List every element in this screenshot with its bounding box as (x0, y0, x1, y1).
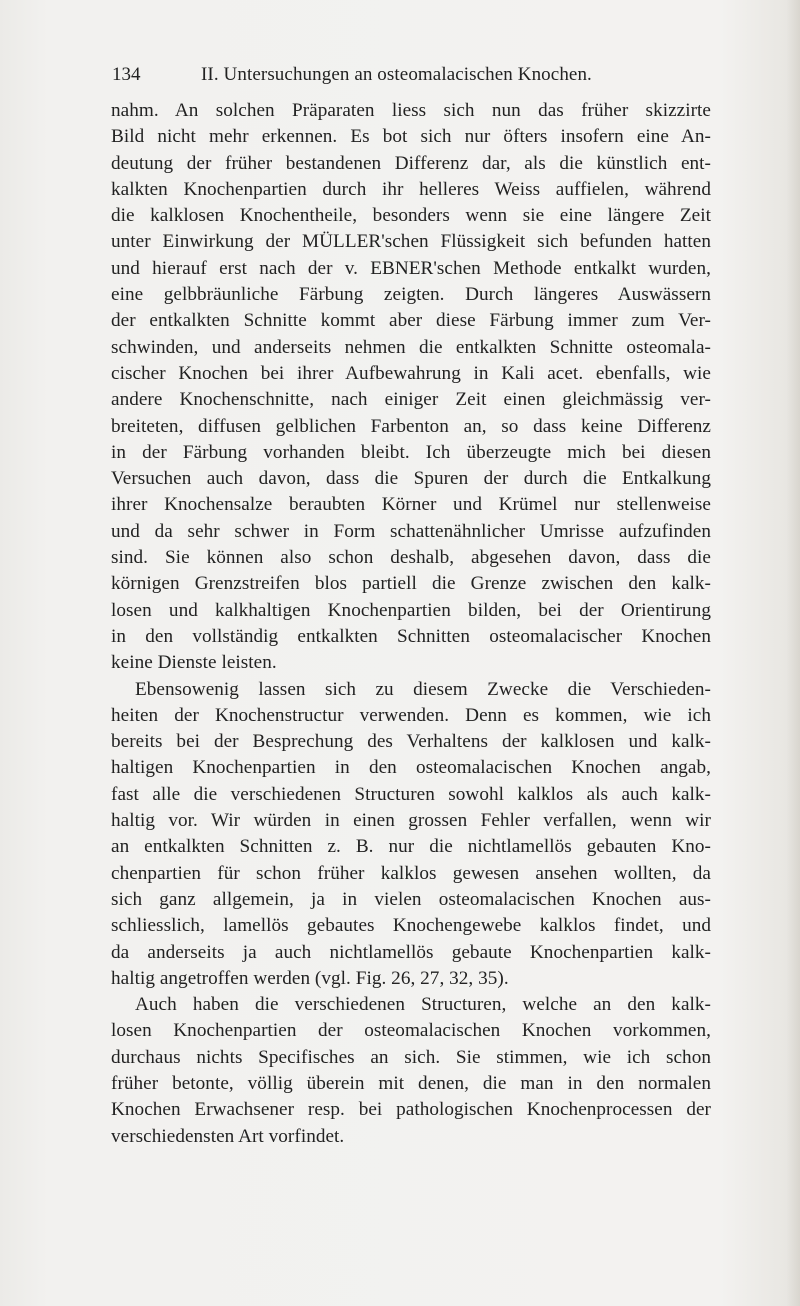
text-line: die kalklosen Knochentheile, besonders wenn sie eine längere Zeit (111, 205, 711, 227)
text-line: Knochen Erwachsener resp. bei pathologischen Knochenprocessen der (111, 1099, 711, 1121)
text-line: körnigen Grenzstreifen blos partiell die Grenze zwischen den kalk- (111, 573, 711, 595)
text-line: sind. Sie können also schon deshalb, abgesehen davon, dass die (111, 547, 711, 569)
text-line: keine Dienste leisten. (111, 652, 277, 674)
text-line: losen Knochenpartien der osteomalacischen Knochen vorkommen, (111, 1020, 711, 1042)
text-line: und hierauf erst nach der v. EBNER'schen Methode entkalkt wurden, (111, 257, 711, 279)
paragraph (111, 677, 711, 993)
text-line: verschiedensten Art vorfindet. (111, 1125, 345, 1147)
text-line: schliesslich, lamellös gebautes Knochengewebe kalklos findet, und (111, 915, 711, 937)
text-line: eine gelbbräunliche Färbung zeigten. Durch längeres Auswässern (111, 284, 711, 306)
text-line: sich ganz allgemein, ja in vielen osteomalacischen Knochen aus- (111, 888, 711, 910)
text-line: ihrer Knochensalze beraubten Körner und Krümel nur stellenweise (111, 494, 711, 516)
text-line: heiten der Knochenstructur verwenden. Denn es kommen, wie ich (111, 704, 711, 726)
text-line: kalkten Knochenpartien durch ihr helleres Weiss auffielen, während (111, 178, 711, 200)
text-line: früher betonte, völlig überein mit denen, die man in den normalen (111, 1072, 711, 1094)
page-edge-shadow (786, 0, 800, 1306)
text-line: der entkalkten Schnitte kommt aber diese Färbung immer zum Ver- (111, 310, 711, 332)
text-line: nahm. An solchen Präparaten liess sich nun das früher skizzirte (111, 100, 711, 121)
text-line: schwinden, und anderseits nehmen die entkalkten Schnitte osteomala- (111, 336, 711, 358)
page-number: 134 (112, 64, 141, 85)
text-line: unter Einwirkung der MÜLLER'schen Flüssigkeit sich befunden hatten (111, 231, 711, 253)
text-line: fast alle die verschiedenen Structuren sowohl kalklos als auch kalk- (111, 783, 711, 805)
text-line: da anderseits ja auch nichtlamellös gebaute Knochenpartien kalk- (111, 941, 711, 963)
text-line: chenpartien für schon früher kalklos gewesen ansehen wollten, da (111, 862, 711, 884)
text-line: in den vollständig entkalkten Schnitten osteomalacischer Knochen (111, 625, 711, 647)
text-line: cischer Knochen bei ihrer Aufbewahrung in Kali acet. ebenfalls, wie (111, 362, 711, 384)
text-line: breiteten, diffusen gelblichen Farbenton an, so dass keine Differenz (111, 415, 711, 437)
text-line: in der Färbung vorhanden bleibt. Ich überzeugte mich bei diesen (111, 441, 711, 463)
text-line: Auch haben die verschiedenen Structuren, welche an den kalk- (135, 994, 711, 1016)
text-line: Ebensowenig lassen sich zu diesem Zwecke die Verschieden- (135, 678, 711, 700)
text-line: bereits bei der Besprechung des Verhaltens der kalklosen und kalk- (111, 731, 711, 753)
paragraph (111, 98, 711, 677)
body-text (111, 98, 711, 1150)
text-line: haltigen Knochenpartien in den osteomalacischen Knochen angab, (111, 757, 711, 779)
text-line: Versuchen auch davon, dass die Spuren der durch die Entkalkung (111, 468, 711, 490)
text-line: und da sehr schwer in Form schattenähnlicher Umrisse aufzufinden (111, 520, 711, 542)
page-header (112, 60, 712, 90)
text-line: haltig angetroffen werden (vgl. Fig. 26, 27, 32, 35). (111, 967, 509, 989)
text-line: an entkalkten Schnitten z. B. nur die nichtlamellös gebauten Kno- (111, 836, 711, 858)
text-line: durchaus nichts Specifisches an sich. Sie stimmen, wie ich schon (111, 1046, 711, 1068)
paragraph (111, 992, 711, 1150)
text-line: deutung der früher bestandenen Differenz dar, als die künstlich ent- (111, 152, 711, 174)
text-line: andere Knochenschnitte, nach einiger Zeit einen gleichmässig ver- (111, 389, 711, 411)
text-line: haltig vor. Wir würden in einen grossen Fehler verfallen, wenn wir (111, 810, 711, 832)
running-head: II. Untersuchungen an osteomalacischen Knochen. (201, 64, 592, 85)
text-line: Bild nicht mehr erkennen. Es bot sich nur öfters insofern eine An- (111, 126, 711, 148)
text-line: losen und kalkhaltigen Knochenpartien bilden, bei der Orientirung (111, 599, 711, 621)
